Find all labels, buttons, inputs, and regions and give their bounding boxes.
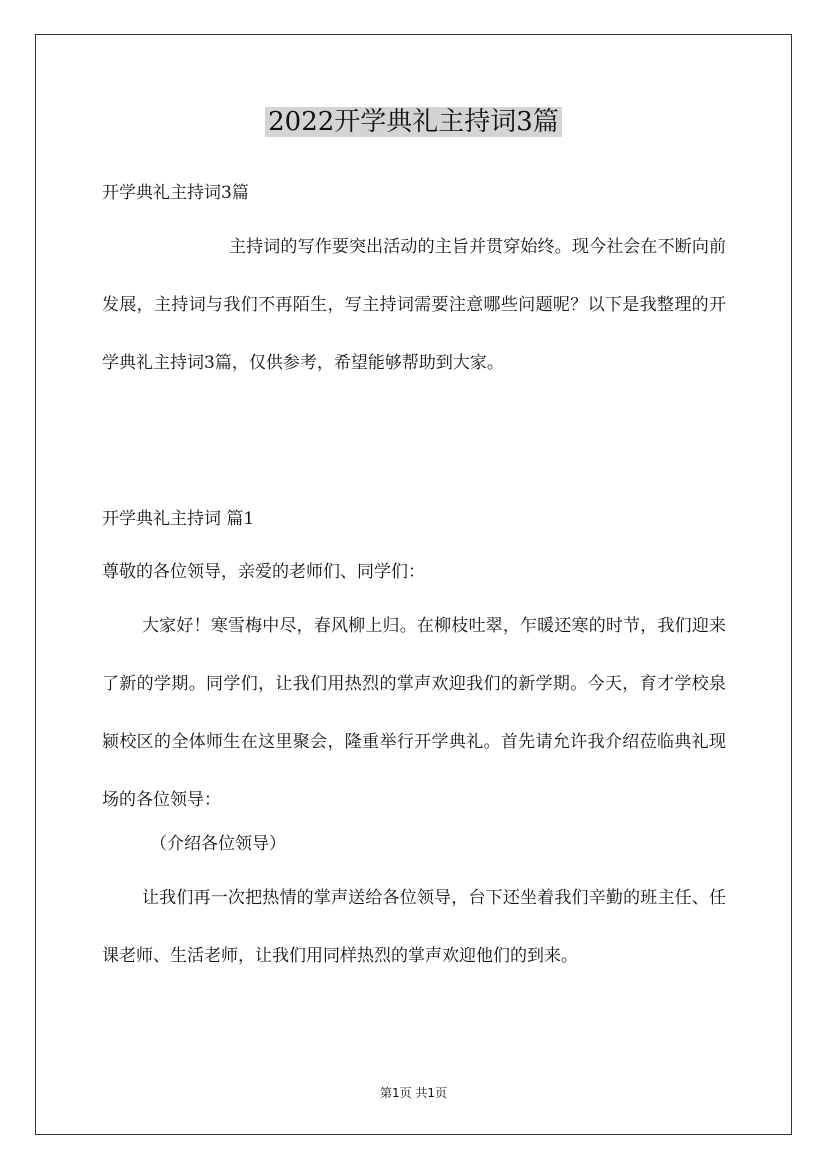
paragraph-3: 让我们再一次把热情的掌声送给各位领导，台下还坐着我们辛勤的班主任、任课老师、生活老师，让我们用同样热烈的掌声欢迎他们的到来。 [102,888,726,966]
document-title [0,104,827,140]
page-footer: 第1页 共1页 [379,1086,448,1100]
section-heading: 开学典礼主持词 篇1 [102,509,255,529]
salutation: 尊敬的各位领导，亲爱的老师们、同学们： [102,562,425,582]
subtitle: 开学典礼主持词3篇 [102,183,249,203]
paragraph-2: （介绍各位领导） [150,834,286,854]
paragraph-1: 大家好！寒雪梅中尽，春风柳上归。在柳枝吐翠，乍暖还寒的时节，我们迎来了新的学期。同学们，让我们用热烈的掌声欢迎我们的新学期。今天，育才学校泉颍校区的全体师生在这里聚会，隆重举行开学典礼。首先请允许我介绍莅临典礼现场的各位领导： [102,616,726,810]
intro-paragraph: 主持词的写作要突出活动的主旨并贯穿始终。现今社会在不断向前发展，主持词与我们不再陌生，写主持词需要注意哪些问题呢？以下是我整理的开学典礼主持词3篇，仅供参考，希望能够帮助到大家。 [102,237,726,373]
title-text: 2022开学典礼主持词3篇 [265,107,562,137]
